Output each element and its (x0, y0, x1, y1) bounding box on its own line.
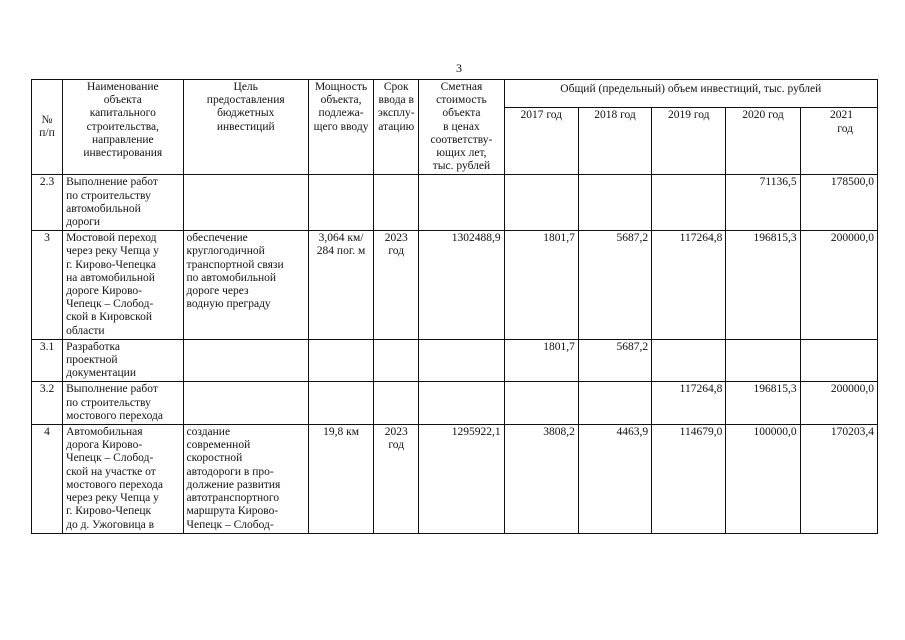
header-goal: Цель предоставления бюджетных инвестиций (183, 80, 308, 175)
row-cost: 1295922,1 (419, 425, 504, 534)
row-term (374, 382, 419, 425)
page-number: 3 (456, 61, 462, 75)
row-capacity (308, 175, 373, 231)
row-2020: 100000,0 (726, 425, 800, 534)
row-2021 (800, 339, 877, 382)
row-2018: 5687,2 (578, 231, 651, 340)
header-investments: Общий (предельный) объем инвестиций, тыс. рублей (504, 80, 877, 108)
row-goal: создание современной скоростной автодороги в про- должение развития автотранспортного маршрута Кирово- Чепецк – Слобод- (183, 425, 308, 534)
row-term: 2023 год (374, 425, 419, 534)
row-name: Выполнение работ по строительству мостового перехода (63, 382, 183, 425)
row-2021: 200000,0 (800, 382, 877, 425)
row-name: Автомобильная дорога Кирово- Чепецк – Слобод- ской на участке от мостового перехода через реку Чепца у г. Кирово-Чепецк до д. Ужоговица в (63, 425, 183, 534)
row-term: 2023 год (374, 231, 419, 340)
row-2020: 196815,3 (726, 382, 800, 425)
row-cost (419, 339, 504, 382)
row-goal: обеспечение круглогодичной транспортной связи по автомобильной дороге через водную преграду (183, 231, 308, 340)
row-goal (183, 382, 308, 425)
table-row (32, 175, 878, 231)
row-name: Выполнение работ по строительству автомобильной дороги (63, 175, 183, 231)
row-2019: 114679,0 (652, 425, 726, 534)
row-2017: 1801,7 (504, 231, 578, 340)
row-num: 3.1 (32, 339, 63, 382)
row-2019: 117264,8 (652, 382, 726, 425)
header-year-2021: 2021 год (800, 108, 877, 175)
row-2017: 1801,7 (504, 339, 578, 382)
row-goal (183, 339, 308, 382)
row-capacity: 3,064 км/ 284 пог. м (308, 231, 373, 340)
row-2018 (578, 382, 651, 425)
row-2021: 178500,0 (800, 175, 877, 231)
row-2018 (578, 175, 651, 231)
header-num: № п/п (32, 80, 63, 175)
row-term (374, 175, 419, 231)
table-row (32, 339, 878, 382)
investment-table (31, 79, 878, 534)
row-cost: 1302488,9 (419, 231, 504, 340)
row-2019 (652, 339, 726, 382)
row-num: 3.2 (32, 382, 63, 425)
row-cost (419, 382, 504, 425)
row-2018: 4463,9 (578, 425, 651, 534)
header-name: Наименование объекта капитального строительства, направление инвестирования (63, 80, 183, 175)
row-2019 (652, 175, 726, 231)
row-goal (183, 175, 308, 231)
row-2020: 71136,5 (726, 175, 800, 231)
row-num: 2.3 (32, 175, 63, 231)
header-term: Срок ввода в эксплу- атацию (374, 80, 419, 175)
row-capacity (308, 382, 373, 425)
row-2021: 170203,4 (800, 425, 877, 534)
row-2021: 200000,0 (800, 231, 877, 340)
row-name: Мостовой переход через реку Чепца у г. Кирово-Чепецка на автомобильной дороге Кирово- Чепецк – Слобод- ской в Кировской области (63, 231, 183, 340)
row-2017 (504, 175, 578, 231)
row-capacity: 19,8 км (308, 425, 373, 534)
row-cost (419, 175, 504, 231)
header-year-2020: 2020 год (726, 108, 800, 175)
header-year-2019: 2019 год (652, 108, 726, 175)
table-row (32, 425, 878, 534)
header-year-2017: 2017 год (504, 108, 578, 175)
row-term (374, 339, 419, 382)
row-2018: 5687,2 (578, 339, 651, 382)
row-num: 3 (32, 231, 63, 340)
row-2019: 117264,8 (652, 231, 726, 340)
row-num: 4 (32, 425, 63, 534)
row-2020 (726, 339, 800, 382)
header-capacity: Мощность объекта, подлежа- щего вводу (308, 80, 373, 175)
header-cost: Сметная стоимость объекта в ценах соответству- ющих лет, тыс. рублей (419, 80, 504, 175)
header-year-2018: 2018 год (578, 108, 651, 175)
row-capacity (308, 339, 373, 382)
row-2020: 196815,3 (726, 231, 800, 340)
row-2017 (504, 382, 578, 425)
table-row (32, 382, 878, 425)
table-row (32, 231, 878, 340)
row-name: Разработка проектной документации (63, 339, 183, 382)
row-2017: 3808,2 (504, 425, 578, 534)
header-row (32, 80, 878, 108)
